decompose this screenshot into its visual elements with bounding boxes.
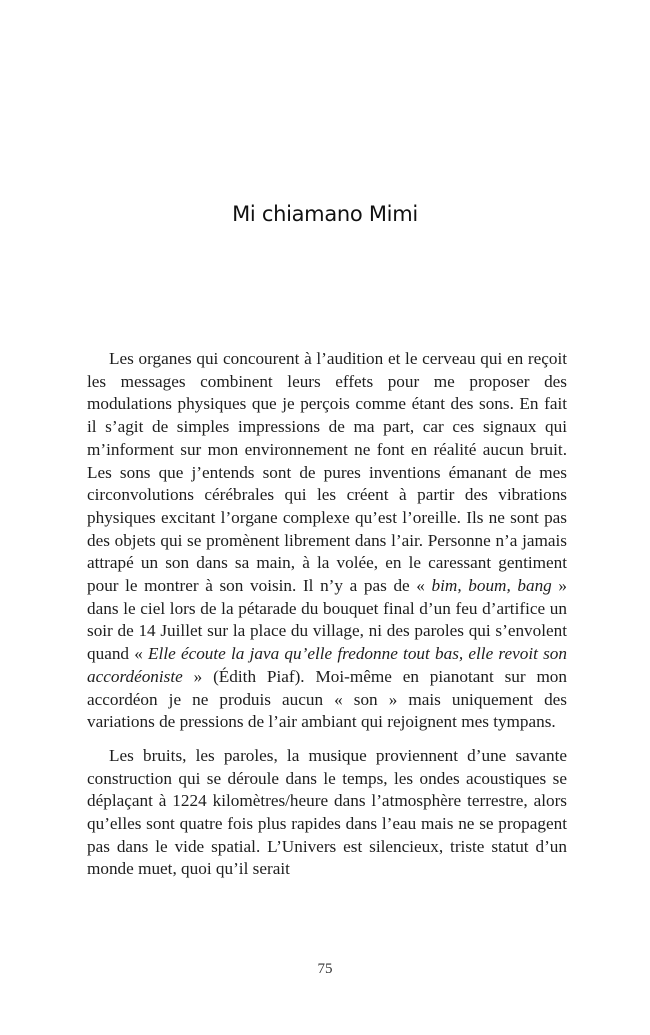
paragraph-1-text-b: » dans le ciel lors de la pétarade du bouquet final d’un feu d’artifice un soir de 14 Juillet sur la place du village, ni des paroles qui s’envolent quand « bbox=[87, 576, 567, 664]
paragraph-2: Les bruits, les paroles, la musique proviennent d’une savante construction qui se déroule dans le temps, les ondes acoustiques se déplaçant à 1224 kilomètres/heure dans l’atmosphère terrestre, alors qu’elles sont quatre fois plus rapides dans l’eau mais ne se propagent pas dans le vide spatial. L’Univers est silencieux, triste statut d’un monde muet, quoi qu’il serait bbox=[87, 745, 567, 879]
page-number: 75 bbox=[317, 961, 333, 977]
paragraph-1 bbox=[87, 348, 567, 734]
chapter-title: Mi chiamano Mimi bbox=[232, 202, 418, 226]
paragraph-1-text-a: Les organes qui concourent à l’audition et le cerveau qui en reçoit les messages combinent leurs effets pour me proposer des modulations physiques que je perçois comme étant des sons. En fait il s’agit de simples impressions de ma part, car ces signaux qui m’informent sur mon environnement ne font en réalité aucun bruit. Les sons que j’entends sont de pures inventions émanant de mes circonvolutions cérébrales qui les créent à partir des vibrations physiques excitant l’organe complexe qu’est l’oreille. Ils ne sont pas des objets qui se promènent librement dans l’air. Personne n’a jamais attrapé un son dans sa main, à la volée, en le caressant gentiment pour le montrer à son voisin. Il n’y a pas de « bbox=[87, 349, 567, 596]
paragraph-1-text-c: » (Édith Piaf). Moi-même en pianotant sur mon accordéon je ne produis aucun « son » mais uniquement des variations de pressions de l’air ambiant qui rejoignent mes tympans. bbox=[87, 666, 567, 732]
body-text bbox=[87, 348, 567, 892]
paragraph-1-italic-quote-a: bim, boum, bang bbox=[431, 576, 552, 596]
paragraph-1-italic-quote-b: Elle écoute la java qu’elle fredonne tout bas, elle revoit son accordéoniste bbox=[87, 644, 567, 686]
